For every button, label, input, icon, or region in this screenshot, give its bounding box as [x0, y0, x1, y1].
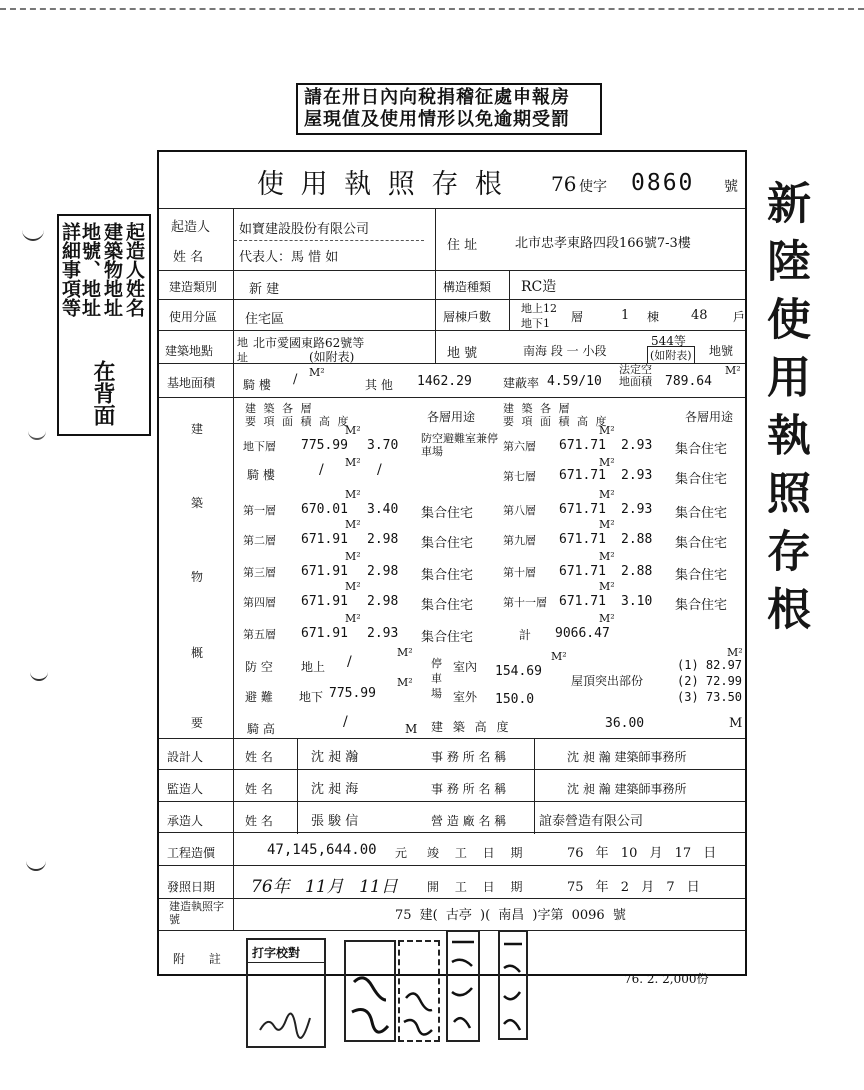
floor-height: 3.70 — [367, 438, 399, 453]
lot-number: 544等 — [651, 334, 686, 348]
left-header-2: 要 項 面 積 高 度 — [245, 415, 351, 428]
seal-scribble — [346, 942, 394, 1040]
proof-label: 打字校對 — [252, 946, 301, 960]
floor-area: 671.91 — [301, 564, 348, 579]
permit-char: 使字 — [579, 179, 607, 195]
roof-value: (2) 72.99 — [677, 674, 743, 688]
margin-mark — [30, 665, 48, 681]
floors-unit: 層 — [571, 310, 584, 324]
notice-line-2: 屋現值及使用情形以免逾期受罰 — [304, 109, 570, 130]
permit-suffix: 號 — [724, 179, 738, 195]
unit-m: M — [405, 722, 418, 736]
households-unit: 戶 — [733, 310, 746, 324]
floor-area: 671.71 — [559, 564, 606, 579]
floor-label: 騎 樓 — [247, 468, 275, 482]
floor-height: 3.40 — [367, 502, 399, 517]
base-area-label: 基地面積 — [167, 376, 216, 390]
legal-open-value: 789.64 — [665, 374, 712, 389]
floors-below: 地下1 — [521, 317, 550, 330]
site-prefix-2: 址 — [237, 351, 248, 364]
site-prefix: 地 — [237, 336, 248, 349]
right-margin-text: 新陸使用執照存根 — [759, 180, 810, 644]
floor-height: 2.98 — [367, 564, 399, 579]
floor-label: 第九層 — [503, 534, 536, 547]
issue-date: 76年 11月 11日 — [251, 877, 398, 897]
use-header: 各層用途 — [427, 410, 476, 424]
buildings-count: 1 — [621, 308, 630, 323]
permit-year: 76 — [551, 172, 577, 196]
office-label: 事 務 所 名 稱 — [431, 782, 507, 796]
floor-use: 集合住宅 — [421, 568, 474, 583]
finish-date: 76 年 10 月 17 日 — [567, 846, 717, 861]
unit-m2: M² — [345, 580, 361, 593]
building-height-label: 建 築 高 度 — [431, 720, 512, 734]
parking-in-label: 室內 — [453, 660, 478, 674]
floor-height: 2.98 — [367, 532, 399, 547]
seal-stamp — [498, 930, 528, 1040]
person-name-label: 姓 名 — [245, 782, 273, 796]
parking-in-value: 154.69 — [495, 664, 542, 679]
base-other-label: 其 他 — [365, 378, 393, 392]
lot-suffix: 地號 — [709, 344, 734, 358]
floor-height: 3.10 — [621, 594, 653, 609]
name-label: 姓 名 — [173, 250, 204, 265]
floor-use: 集合住宅 — [421, 506, 474, 521]
side-note-col-4: 詳細事項等 — [59, 222, 81, 317]
arcade-height-value: / — [343, 714, 348, 730]
side-note-col-2: 建築物地址 — [101, 222, 123, 317]
unit-m2: M² — [725, 364, 741, 377]
floor-label: 第七層 — [503, 470, 536, 483]
roof-value: (3) 73.50 — [677, 690, 743, 704]
floor-area: 775.99 — [301, 438, 348, 453]
seal-scribble — [448, 932, 478, 1040]
floor-label: 第一層 — [243, 504, 276, 517]
build-type-label: 建造類別 — [169, 280, 218, 294]
applicant-company: 如寶建設股份有限公司 — [239, 222, 370, 237]
address-value: 北市忠孝東路四段166號7-3樓 — [515, 236, 691, 251]
zone-label: 使用分區 — [169, 310, 218, 324]
cost-value: 47,145,644.00 — [267, 842, 377, 858]
top-edge-marks — [0, 8, 864, 10]
proof-box — [246, 938, 326, 1048]
side-char: 物 — [191, 570, 204, 584]
margin-mark — [22, 225, 44, 241]
person-name-label: 姓 名 — [245, 750, 273, 764]
permit-no-value: 75 建( 古亭 )( 南昌 )字第 0096 號 — [395, 908, 626, 923]
floor-area: 671.91 — [301, 594, 348, 609]
floor-height: 2.88 — [621, 532, 653, 547]
arcade-height-label: 騎 高 — [247, 722, 275, 736]
designer-label: 設計人 — [167, 750, 204, 764]
site-value-2: (如附表) — [309, 350, 355, 364]
unit-m2: M² — [345, 518, 361, 531]
unit-m2: M² — [599, 580, 615, 593]
floor-height: 2.93 — [621, 502, 653, 517]
floors-label: 層棟戶數 — [443, 310, 492, 324]
floor-label: 第三層 — [243, 566, 276, 579]
structure-value: RC造 — [521, 279, 557, 295]
floor-label: 計 — [519, 628, 532, 642]
floor-label: 第十層 — [503, 566, 536, 579]
floor-height: / — [377, 462, 382, 478]
floor-height: 2.93 — [621, 468, 653, 483]
issue-label: 發照日期 — [167, 880, 216, 894]
floor-use: 防空避難室兼停車場 — [421, 432, 498, 458]
permit-form — [157, 150, 747, 976]
use-header-2: 各層用途 — [685, 410, 734, 424]
floor-area: 671.71 — [559, 438, 606, 453]
base-other-value: 1462.29 — [417, 374, 472, 389]
designer-office: 沈 昶 瀚 建築師事務所 — [567, 750, 687, 764]
contractor-firm: 誼泰營造有限公司 — [539, 814, 644, 829]
unit-m2: M² — [345, 424, 361, 437]
start-label: 開 工 日 期 — [427, 880, 529, 894]
cost-label: 工程造價 — [167, 846, 216, 860]
seal-stamp — [446, 930, 480, 1042]
margin-mark — [26, 855, 46, 871]
right-header-2: 要 項 面 積 高 度 — [503, 415, 609, 428]
floor-use: 集合住宅 — [675, 536, 728, 551]
floor-label: 地下層 — [243, 440, 276, 453]
floor-label: 第五層 — [243, 628, 276, 641]
unit-m: M — [729, 716, 743, 731]
person-name-label: 姓 名 — [245, 814, 273, 828]
seal-scribble — [400, 942, 438, 1040]
buildings-unit: 棟 — [647, 310, 660, 324]
unit-m2: M² — [551, 650, 567, 663]
unit-m2: M² — [599, 424, 615, 437]
floor-label: 第十一層 — [503, 596, 547, 609]
cost-unit: 元 — [395, 846, 408, 860]
households-count: 48 — [691, 308, 708, 323]
floor-area: 671.71 — [559, 468, 606, 483]
roof-label: 屋頂突出部份 — [571, 674, 644, 688]
print-note: 76. 2. 2,000份 — [624, 972, 709, 986]
left-header-1: 建 築 各 層 — [245, 402, 314, 415]
note-label: 附 註 — [173, 952, 231, 966]
base-arcade-label: 騎 樓 — [243, 378, 271, 392]
notice-box — [296, 83, 602, 135]
floor-use: 集合住宅 — [675, 598, 728, 613]
parking-out-label: 室外 — [453, 690, 478, 704]
side-note-col-1: 起造人姓名 — [123, 222, 145, 317]
floor-use: 集合住宅 — [421, 536, 474, 551]
floor-area: 671.71 — [559, 532, 606, 547]
seal-stamp — [398, 940, 440, 1042]
structure-label: 構造種類 — [443, 280, 492, 294]
floor-area: 671.71 — [559, 502, 606, 517]
coverage-value: 4.59/10 — [547, 374, 602, 389]
notice-line-1: 請在卅日內向稅捐稽征處申報房 — [304, 87, 570, 108]
unit-m2: M² — [345, 612, 361, 625]
applicant-rep: 代表人：馬 惜 如 — [239, 250, 339, 265]
shelter-above-label: 地上 — [301, 660, 326, 674]
floor-use: 集合住宅 — [675, 506, 728, 521]
permit-number: 0860 — [631, 170, 695, 196]
shelter-label: 防 空 — [245, 660, 273, 674]
refuge-label: 避 難 — [245, 690, 273, 704]
unit-m2: M² — [599, 550, 615, 563]
floor-height: 2.93 — [367, 626, 399, 641]
permit-no-label: 建造執照字號 — [169, 900, 224, 926]
lot-value: 南海 段 一 小段 — [523, 344, 607, 358]
floor-use: 集合住宅 — [675, 442, 728, 457]
lot-note: (如附表) — [647, 346, 695, 364]
unit-m2: M² — [397, 646, 413, 659]
margin-mark — [28, 428, 46, 440]
floor-use: 集合住宅 — [675, 472, 728, 487]
side-char: 要 — [191, 716, 204, 730]
floor-area: / — [319, 462, 324, 478]
refuge-below-label: 地下 — [299, 690, 324, 704]
side-char: 概 — [191, 646, 204, 660]
floor-height: 2.93 — [621, 438, 653, 453]
coverage-label: 建蔽率 — [503, 376, 540, 390]
unit-m2: M² — [345, 456, 361, 469]
contractor-label: 承造人 — [167, 814, 204, 828]
firm-label: 營 造 廠 名 稱 — [431, 814, 507, 828]
site-value: 北市愛國東路62號等 — [253, 336, 365, 350]
legal-open-label: 法定空地面積 — [619, 363, 652, 388]
floor-label: 第八層 — [503, 504, 536, 517]
designer-name: 沈 昶 瀚 — [311, 750, 359, 765]
right-header-1: 建 築 各 層 — [503, 402, 572, 415]
build-type-value: 新 建 — [249, 282, 280, 297]
side-note-col-3: 地號、地址 — [79, 222, 101, 317]
seal-stamp — [344, 940, 396, 1042]
floor-area: 670.01 — [301, 502, 348, 517]
unit-m2: M² — [397, 676, 413, 689]
unit-m2: M² — [599, 612, 615, 625]
office-label: 事 務 所 名 稱 — [431, 750, 507, 764]
applicant-label: 起造人 — [171, 220, 211, 235]
supervisor-office: 沈 昶 瀚 建築師事務所 — [567, 782, 687, 796]
site-label: 建築地點 — [165, 344, 214, 358]
floor-label: 第四層 — [243, 596, 276, 609]
address-label: 住 址 — [447, 238, 478, 253]
unit-m2: M² — [345, 488, 361, 501]
base-arcade-value: / — [293, 372, 298, 387]
finish-label: 竣 工 日 期 — [427, 846, 529, 860]
zone-value: 住宅區 — [245, 312, 285, 327]
floor-label: 第二層 — [243, 534, 276, 547]
floor-area: 671.91 — [301, 532, 348, 547]
unit-m2: M² — [309, 366, 325, 379]
side-note-emph: 在背面 — [90, 360, 116, 426]
supervisor-name: 沈 昶 海 — [311, 782, 359, 797]
building-height-value: 36.00 — [605, 716, 645, 731]
unit-m2: M² — [599, 456, 615, 469]
unit-m2: M² — [345, 550, 361, 563]
refuge-below-value: 775.99 — [329, 686, 376, 701]
floor-height: 2.88 — [621, 564, 653, 579]
start-date: 75 年 2 月 7 日 — [567, 880, 700, 895]
parking-label: 停車場 — [431, 657, 442, 700]
floor-area: 9066.47 — [555, 626, 610, 641]
floors-above: 地上12 — [521, 302, 557, 315]
floor-area: 671.71 — [559, 594, 606, 609]
unit-m2: M² — [599, 488, 615, 501]
floor-use: 集合住宅 — [421, 630, 474, 645]
form-title: 使 用 執 照 存 根 — [257, 169, 506, 200]
roof-value: (1) 82.97 — [677, 658, 743, 672]
unit-m2: M² — [599, 518, 615, 531]
floor-height: 2.98 — [367, 594, 399, 609]
floor-use: 集合住宅 — [675, 568, 728, 583]
supervisor-label: 監造人 — [167, 782, 204, 796]
contractor-name: 張 駿 信 — [311, 814, 359, 829]
floor-label: 第六層 — [503, 440, 536, 453]
handwritten-initials — [256, 1000, 316, 1040]
shelter-above-value: / — [347, 654, 352, 670]
side-char: 築 — [191, 496, 204, 510]
floor-area: 671.91 — [301, 626, 348, 641]
seal-scribble — [500, 932, 526, 1038]
parking-out-value: 150.0 — [495, 692, 535, 707]
floor-use: 集合住宅 — [421, 598, 474, 613]
unit-m2: M² — [727, 646, 743, 659]
side-char: 建 — [191, 422, 204, 436]
lot-label: 地 號 — [447, 346, 478, 361]
